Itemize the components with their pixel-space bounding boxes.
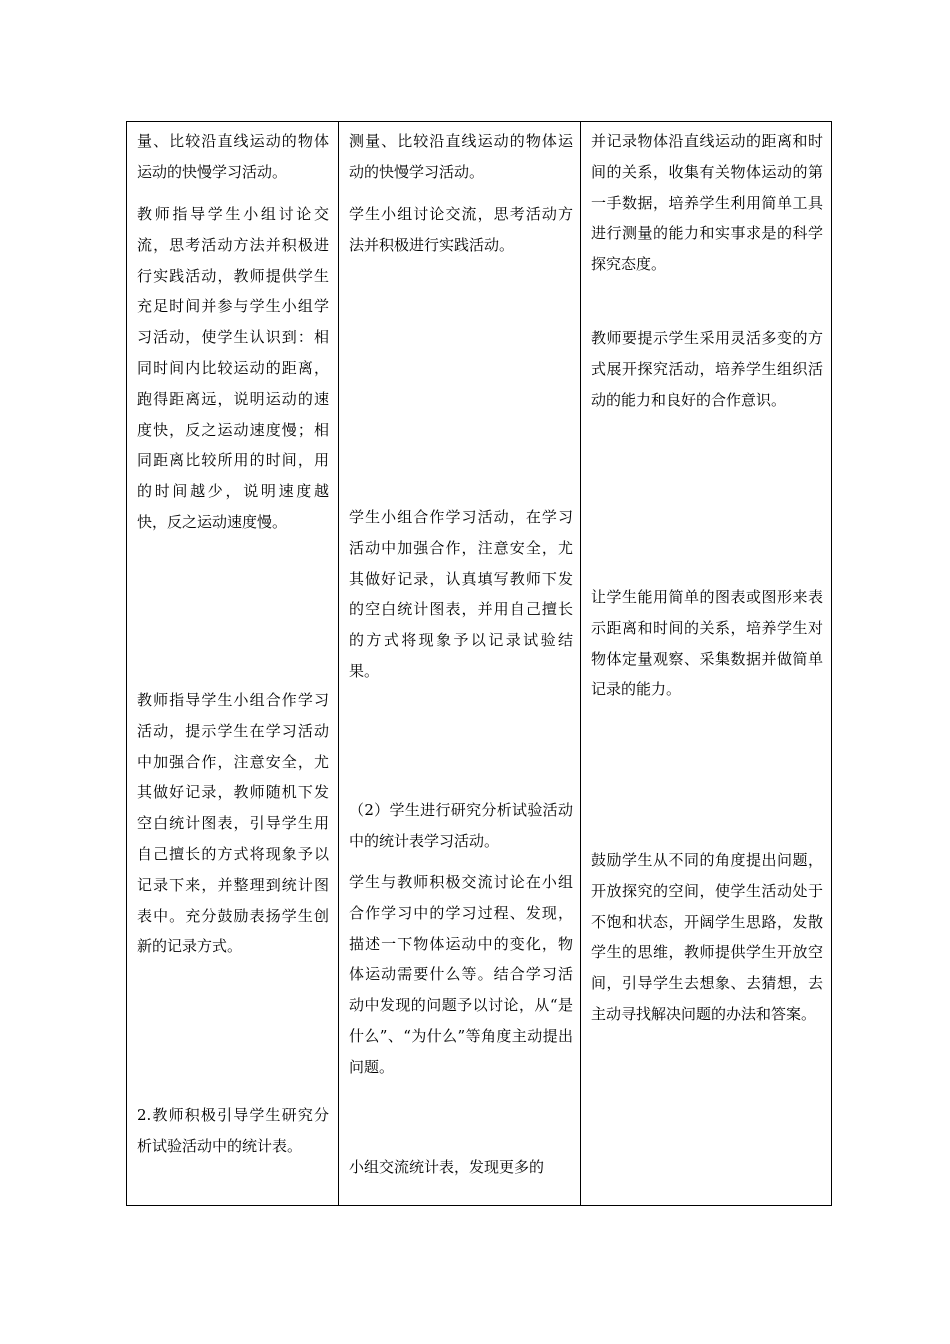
cell-text: 量、比较沿直线运动的物体运动的快慢学习活动。 — [137, 132, 329, 181]
cell-text: 小组交流统计表，发现更多的 — [349, 1158, 545, 1176]
cell-text: 学生小组合作学习活动，在学习活动中加强合作，注意安全，尤其做好记录，认真填写教师下发的空白统计图表，并用自己擅长的方式将现象予以记录试验结果。 — [349, 508, 573, 680]
cell-text: 教师指导学生小组合作学习活动，提示学生在学习活动中加强合作，注意安全，尤其做好记录，教师随机下发空白统计图表，引导学生用自己擅长的方式将现象予以记录下来，并整理到统计图表中。充分鼓励表扬学生创新的记录方式。 — [137, 691, 329, 956]
cell-text: 测量、比较沿直线运动的物体运动的快慢学习活动。 — [349, 132, 573, 181]
cell-text: 鼓励学生从不同的角度提出问题，开放探究的空间，使学生活动处于不饱和状态，开阔学生思路，发散学生的思维，教师提供学生开放空间，引导学生去想象、去猜想，去主动寻找解决问题的办法和答案。 — [591, 851, 823, 1023]
cell-text: 并记录物体沿直线运动的距离和时间的关系，收集有关物体运动的第一手数据，培养学生利用简单工具进行测量的能力和实事求是的科学探究态度。 — [591, 132, 823, 274]
cell-text: 教师指导学生小组讨论交流，思考活动方法并积极进行实践活动，教师提供学生充足时间并参与学生小组学习活动，使学生认识到：相同时间内比较运动的距离，跑得距离远，说明运动的速度快，反之运动速度慢；相同距离比较所用的时间，用的时间越少，说明速度越快，反之运动速度慢。 — [137, 205, 329, 531]
cell-text: 学生与教师积极交流讨论在小组合作学习中的学习过程、发现，描述一下物体运动中的变化，物体运动需要什么等。结合学习活动中发现的问题予以讨论，从“是什么”、“为什么”等角度主动提出问题。 — [349, 873, 573, 1076]
lesson-table — [126, 121, 832, 1206]
cell-text: （2）学生进行研究分析试验活动中的统计表学习活动。 — [349, 801, 573, 850]
cell-text: 2.教师积极引导学生研究分析试验活动中的统计表。 — [137, 1106, 329, 1155]
cell-text: 学生小组讨论交流，思考活动方法并积极进行实践活动。 — [349, 205, 573, 254]
cell-text: 教师要提示学生采用灵活多变的方式展开探究活动，培养学生组织活动的能力和良好的合作意识。 — [591, 329, 823, 409]
student-activity-column — [339, 122, 581, 1205]
cell-text: 让学生能用简单的图表或图形来表示距离和时间的关系，培养学生对物体定量观察、采集数据并做简单记录的能力。 — [591, 588, 823, 699]
teacher-activity-column — [127, 122, 339, 1205]
design-intent-column — [581, 122, 831, 1205]
